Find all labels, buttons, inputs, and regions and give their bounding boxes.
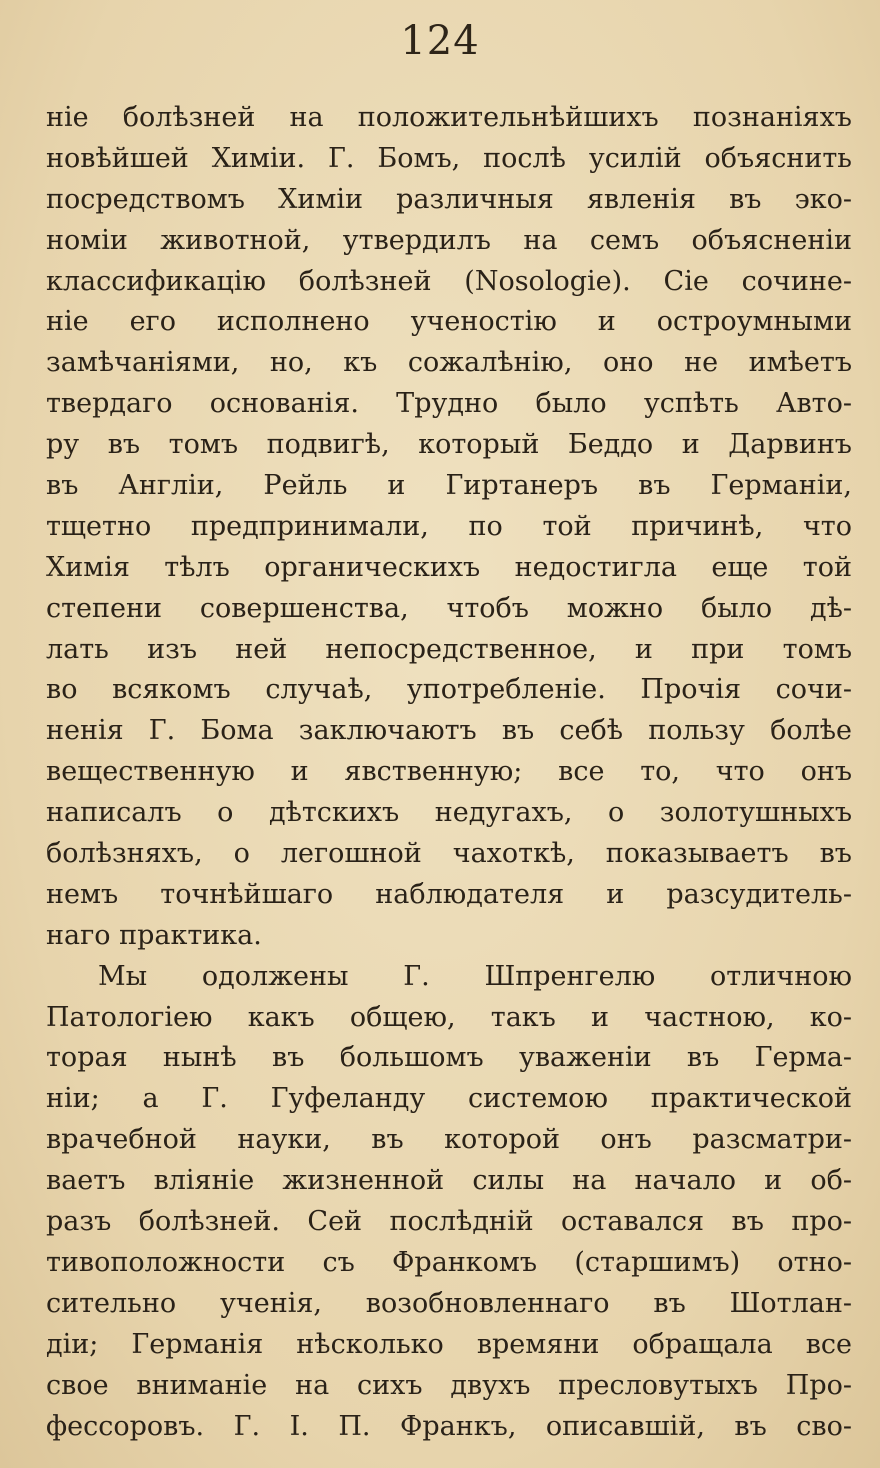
text-line: въ Англіи, Рейль и Гиртанеръ въ Германіи, — [46, 470, 852, 502]
text-line: написалъ о дѣтскихъ недугахъ, о золотушныхъ — [46, 797, 852, 829]
text-line: твердаго основанія. Трудно было успѣть Авто- — [46, 388, 852, 420]
text-line: во всякомъ случаѣ, употребленіе. Прочія сочи- — [46, 674, 852, 706]
body-text — [46, 98, 852, 1447]
text-line: свое вниманіе на сихъ двухъ пресловутыхъ Про- — [46, 1369, 852, 1401]
text-line: врачебной науки, въ которой онъ разсматри- — [46, 1124, 852, 1156]
text-line: замѣчаніями, но, къ сожалѣнію, оно не имѣетъ — [46, 347, 852, 379]
paragraph-end-line: наго практика. — [46, 919, 262, 951]
text-line: тщетно предпринимали, по той причинѣ, что — [46, 510, 852, 542]
text-line: ніи; а Г. Гуфеланду системою практической — [46, 1083, 852, 1115]
text-line: Патологіею какъ общею, такъ и частною, ко- — [46, 1001, 852, 1033]
text-line: ніе его исполнено ученостію и остроумными — [46, 306, 852, 338]
text-line: степени совершенства, чтобъ можно было дѣ- — [46, 592, 852, 624]
text-line: новѣйшей Химіи. Г. Бомъ, послѣ усилій объяснить — [46, 142, 852, 174]
text-line: немъ точнѣйшаго наблюдателя и разсудитель- — [46, 878, 852, 910]
text-line: разъ болѣзней. Сей послѣдній оставался въ про- — [46, 1206, 852, 1238]
text-line: ненія Г. Бома заключаютъ въ себѣ пользу болѣе — [46, 715, 852, 747]
text-line: ваетъ вліяніе жизненной силы на начало и об- — [46, 1165, 852, 1197]
text-line: ру въ томъ подвигѣ, который Беддо и Дарвинъ — [46, 429, 852, 461]
text-line: болѣзняхъ, о легошной чахоткѣ, показываетъ въ — [46, 838, 852, 870]
text-line: торая нынѣ въ большомъ уваженіи въ Герма- — [46, 1042, 852, 1074]
text-line: посредствомъ Химіи различныя явленія въ эко- — [46, 183, 852, 215]
text-line: Химія тѣлъ органическихъ недостигла еще той — [46, 551, 852, 583]
text-line: діи; Германія нѣсколько времяни обращала все — [46, 1328, 852, 1360]
text-line: номіи животной, утвердилъ на семъ объясненіи — [46, 224, 852, 256]
text-line: классификацію болѣзней (Nosologie). Сіе сочине- — [46, 265, 852, 297]
page-number: 124 — [400, 18, 480, 64]
paragraph-start-line: Мы одолжены Г. Шпренгелю отличною — [98, 960, 852, 992]
text-line: вещественную и явственную; все то, что онъ — [46, 756, 852, 788]
text-line: ніе болѣзней на положительнѣйшихъ познаніяхъ — [46, 102, 852, 133]
text-line: лать изъ ней непосредственное, и при томъ — [46, 633, 852, 665]
text-line: фессоровъ. Г. І. П. Франкъ, описавшій, въ сво- — [46, 1410, 852, 1442]
text-line: тивоположности съ Франкомъ (старшимъ) отно- — [46, 1246, 852, 1278]
text-line: сительно ученія, возобновленнаго въ Шотлан- — [46, 1287, 852, 1319]
